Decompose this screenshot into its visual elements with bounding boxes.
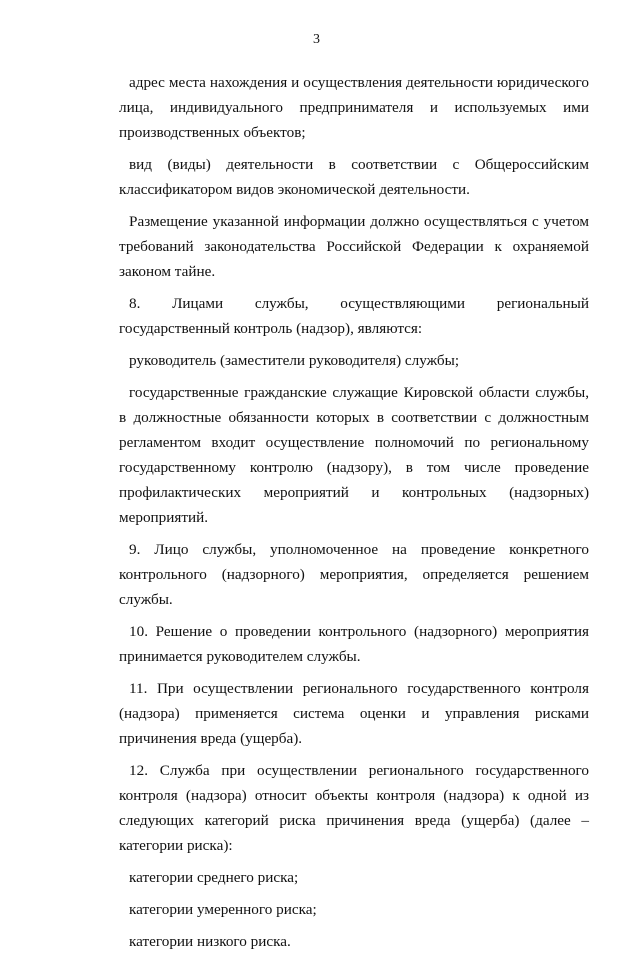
paragraph-item-11: 11. При осуществлении регионального государственного контроля (надзора) применяется система оценки и управления рисками причинения вреда (ущерба). xyxy=(119,680,589,747)
paragraph-item-10: 10. Решение о проведении контрольного (надзорного) мероприятия принимается руководителем службы. xyxy=(119,623,589,665)
paragraph-information-placement: Размещение указанной информации должно осуществляться с учетом требований законодательства Российской Федерации к охраняемой законом тайне. xyxy=(119,213,589,280)
paragraph-item-12: 12. Служба при осуществлении регионального государственного контроля (надзора) относит объекты контроля (надзора) к одной из следующих категорий риска причинения вреда (ущерба) (далее – категории риска): xyxy=(119,762,589,854)
page-number: 3 xyxy=(313,32,320,47)
paragraph-item-9: 9. Лицо службы, уполномоченное на проведение конкретного контрольного (надзорного) мероприятия, определяется решением службы. xyxy=(119,541,589,608)
list-item-civil-servants: государственные гражданские служащие Кировской области службы, в должностные обязанности которых в соответствии с должностным регламентом входит осуществление полномочий по региональному государственному контролю (надзору), в том числе проведение профилактических мероприятий и контрольных (надзорных) мероприятий. xyxy=(119,384,589,526)
list-item-low-risk: категории низкого риска. xyxy=(129,933,291,950)
paragraph-address: адрес места нахождения и осуществления деятельности юридического лица, индивидуального предпринимателя и используемых ими производственных объектов; xyxy=(119,74,589,141)
document-body xyxy=(119,70,589,961)
list-item-moderate-risk: категории умеренного риска; xyxy=(129,901,317,918)
list-item-head: руководитель (заместители руководителя) службы; xyxy=(129,352,460,369)
list-item-medium-risk: категории среднего риска; xyxy=(129,869,299,886)
paragraph-item-8: 8. Лицами службы, осуществляющими региональный государственный контроль (надзор), являются: xyxy=(119,295,589,337)
paragraph-activity-types: вид (виды) деятельности в соответствии с Общероссийским классификатором видов экономической деятельности. xyxy=(119,156,589,198)
